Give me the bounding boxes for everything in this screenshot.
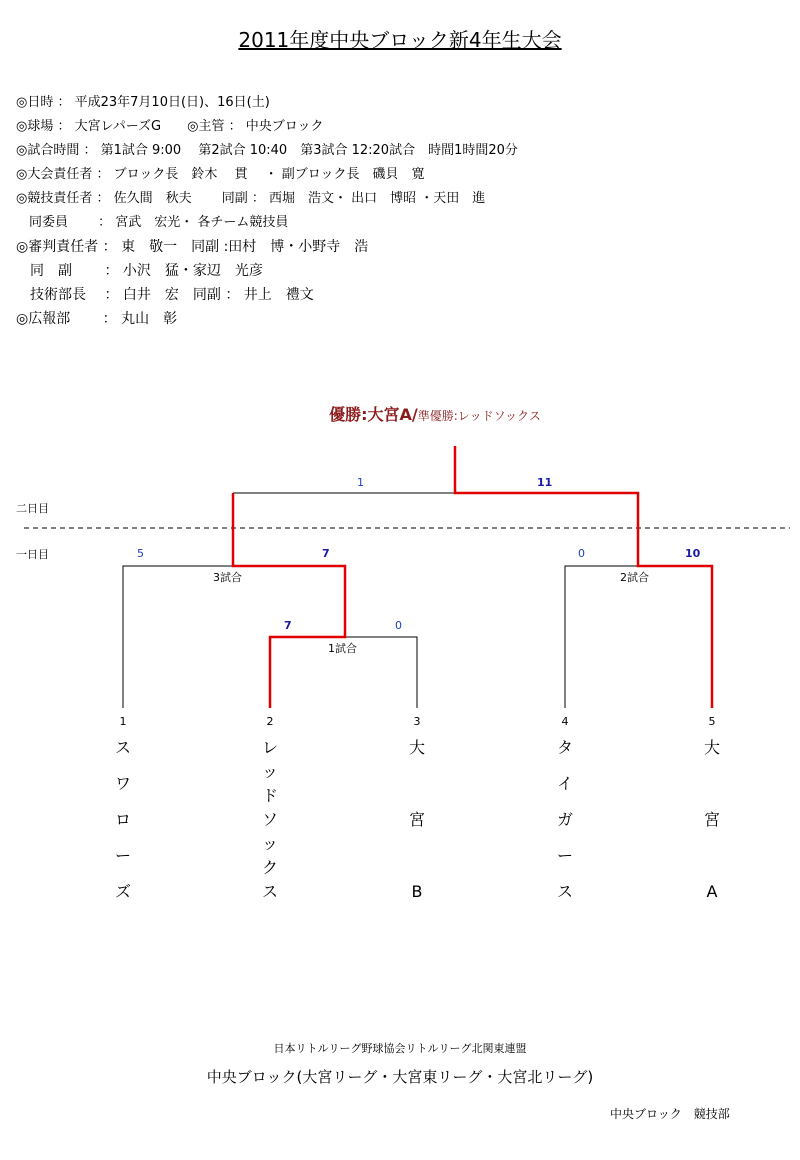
info-venue: ◎球場 ： 大宮レパーズG ◎主管 ： 中央ブロック xyxy=(16,119,324,134)
score-m3-left: 5 xyxy=(137,547,144,560)
match-2-label: 2試合 xyxy=(620,571,649,584)
team-name-tigers: タ イ ガ ー ス xyxy=(556,738,573,901)
bracket-line-team1 xyxy=(123,566,233,708)
team-number: 1 xyxy=(119,715,127,728)
team-number: 3 xyxy=(413,715,421,728)
info-times: ◎試合時間 ： 第1試合 9:00 第2試合 10:40 第3試合 12:20試合 時間1時間20分 xyxy=(16,143,518,158)
score-m2-right: 10 xyxy=(685,547,701,560)
team-name-redsox: レ ッ ド ソ ッ ク ス xyxy=(261,738,278,901)
info-organizer: ◎大会責任者 ： ブロック長 鈴木 貫 ・ 副ブロック長 磯貝 寛 xyxy=(16,167,425,182)
team-name-omiya-a: 大 宮 A xyxy=(703,738,720,901)
team-number: 5 xyxy=(708,715,716,728)
match-3-label: 3試合 xyxy=(213,571,242,584)
info-pr: ◎広報部 ： 丸山 彰 xyxy=(16,311,178,327)
info-committee: 同委員 ： 宮武 宏光・ 各チーム競技員 xyxy=(16,215,289,230)
team-number: 2 xyxy=(266,715,274,728)
win-path-omiya-a xyxy=(455,446,712,708)
win-path-redsox xyxy=(233,493,345,708)
page-title: 2011年度中央ブロック新4年生大会 xyxy=(238,28,562,52)
team-name-omiya-b: 大 宮 B xyxy=(408,738,425,901)
footer-block: 中央ブロック(大宮リーグ・大宮東リーグ・大宮北リーグ) xyxy=(206,1068,594,1086)
match-1-label: 1試合 xyxy=(328,642,357,655)
info-umpire-deputy: 同 副 ： 小沢 猛・家辺 光彦 xyxy=(16,263,263,279)
score-final-right: 11 xyxy=(537,476,553,489)
day1-label: 一日目 xyxy=(16,548,49,561)
info-date: ◎日時 ： 平成23年7月10日(日)、16日(土) xyxy=(16,95,270,110)
runner-up-text: 準優勝:レッドソックス xyxy=(417,409,541,423)
score-final-left: 1 xyxy=(357,476,364,489)
team-name-swallows: ス ワ ロ ー ズ xyxy=(114,738,131,901)
score-m1-right: 0 xyxy=(395,619,402,632)
info-umpire-chief: ◎審判責任者 ： 東 敬一 同副 :田村 博・小野寺 浩 xyxy=(16,239,369,255)
score-m3-right: 7 xyxy=(322,547,330,560)
score-m1-left: 7 xyxy=(284,619,292,632)
day2-label: 二日目 xyxy=(16,502,49,515)
info-competition: ◎競技責任者 ： 佐久間 秋夫 同副 ： 西堀 浩文・ 出口 博昭 ・天田 進 xyxy=(16,191,486,206)
score-m2-left: 0 xyxy=(578,547,585,560)
winner-text: 優勝:大宮A/ xyxy=(329,405,418,424)
footer-organization: 日本リトルリーグ野球協会リトルリーグ北関東連盟 xyxy=(273,1042,527,1055)
footer-department: 中央ブロック 競技部 xyxy=(610,1107,730,1121)
info-technical: 技術部長 ： 白井 宏 同副 ： 井上 禮文 xyxy=(16,287,314,303)
bracket-line-team4 xyxy=(565,566,638,708)
team-number: 4 xyxy=(561,715,569,728)
